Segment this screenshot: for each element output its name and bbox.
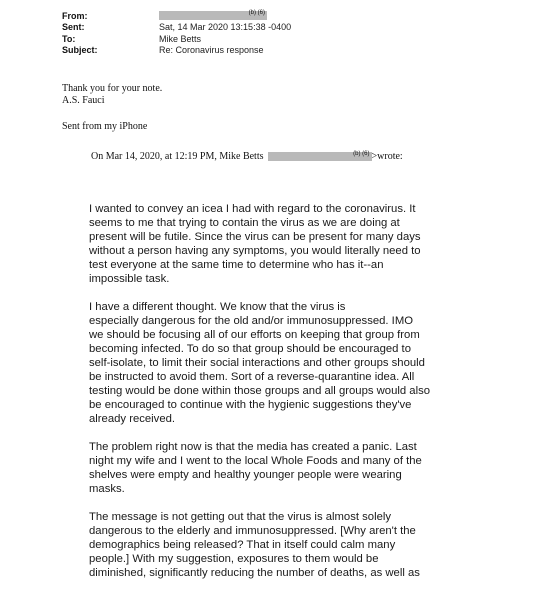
to-label: To:	[62, 33, 76, 44]
body-line: present will be futile. Since the virus can be present for many days	[89, 231, 421, 243]
quote-wrote: >wrote:	[371, 151, 403, 162]
body-line: shelves were empty and healthy younger people were wearing	[89, 469, 402, 481]
body-line: I wanted to convey an icea I had with regard to the coronavirus. It	[89, 203, 416, 215]
reply-signature: Sent from my iPhone	[62, 121, 148, 132]
body-line: without a person having any symptoms, you would literally need to	[89, 245, 421, 257]
to-row	[62, 33, 291, 45]
from-redaction	[159, 11, 267, 20]
email-header	[62, 10, 291, 56]
reply-sender-name: A.S. Fauci	[62, 95, 105, 106]
sent-label: Sent:	[62, 22, 85, 33]
body-line: I have a different thought. We know that the virus is	[89, 301, 346, 313]
body-line: diminished, significantly reducing the number of deaths, as well as	[89, 567, 420, 579]
body-paragraph-4	[89, 510, 464, 580]
reply-line-1: Thank you for your note.	[62, 83, 163, 94]
body-line: The problem right now is that the media has created a panic. Last	[89, 441, 417, 453]
subject-label: Subject:	[62, 45, 98, 56]
to-value: Mike Betts	[159, 33, 202, 44]
body-line: demographics being released? That in itself could calm many	[89, 539, 396, 551]
body-line: testing would be done within those groups and all groups would also	[89, 385, 431, 397]
from-label: From:	[62, 10, 88, 21]
body-line: becoming infected. To do so that group should be encouraged to	[89, 343, 411, 355]
body-line: dangerous to the elderly and immunosuppressed. [Why aren't the	[89, 525, 416, 537]
body-line: night my wife and I went to the local Whole Foods and many of the	[89, 455, 422, 467]
body-line: already received.	[89, 413, 176, 425]
quote-redaction-code: (b) (6)	[353, 151, 370, 158]
body-line: self-isolate, to limit their social interactions and other groups should	[89, 357, 425, 369]
sent-value: Sat, 14 Mar 2020 13:15:38 -0400	[159, 22, 292, 33]
body-paragraph-1	[89, 202, 464, 286]
body-line: test everyone at the same time to determine who has it--an	[89, 259, 384, 271]
body-line: masks.	[89, 483, 125, 495]
quote-intro-text: On Mar 14, 2020, at 12:19 PM, Mike Betts	[91, 151, 264, 162]
body-line: we should be focusing all of our efforts on keeping that group from	[89, 329, 420, 341]
body-line: people.] With my suggestion, exposures to them would be	[89, 553, 379, 565]
body-paragraph-3	[89, 440, 464, 496]
subject-row	[62, 45, 291, 57]
body-line: be encouraged to continue with the hygienic suggestions they've	[89, 399, 412, 411]
body-line: especially dangerous for the old and/or immunosuppressed. IMO	[89, 315, 414, 327]
body-paragraph-2	[89, 300, 464, 426]
sent-row	[62, 22, 291, 34]
reply-block	[62, 83, 162, 133]
quote-intro	[91, 151, 403, 162]
from-row	[62, 10, 291, 22]
quoted-message-body	[89, 202, 464, 594]
body-line: impossible task.	[89, 273, 170, 285]
subject-value: Re: Coronavirus response	[159, 45, 264, 56]
from-redaction-code: (b) (6)	[248, 10, 265, 17]
body-line: The message is not getting out that the virus is almost solely	[89, 511, 392, 523]
body-line: be instructed to avoid them. Sort of a reverse-quarantine idea. All	[89, 371, 415, 383]
body-line: seems to me that trying to contain the virus as we are doing at	[89, 217, 400, 229]
quote-redaction	[268, 152, 372, 161]
